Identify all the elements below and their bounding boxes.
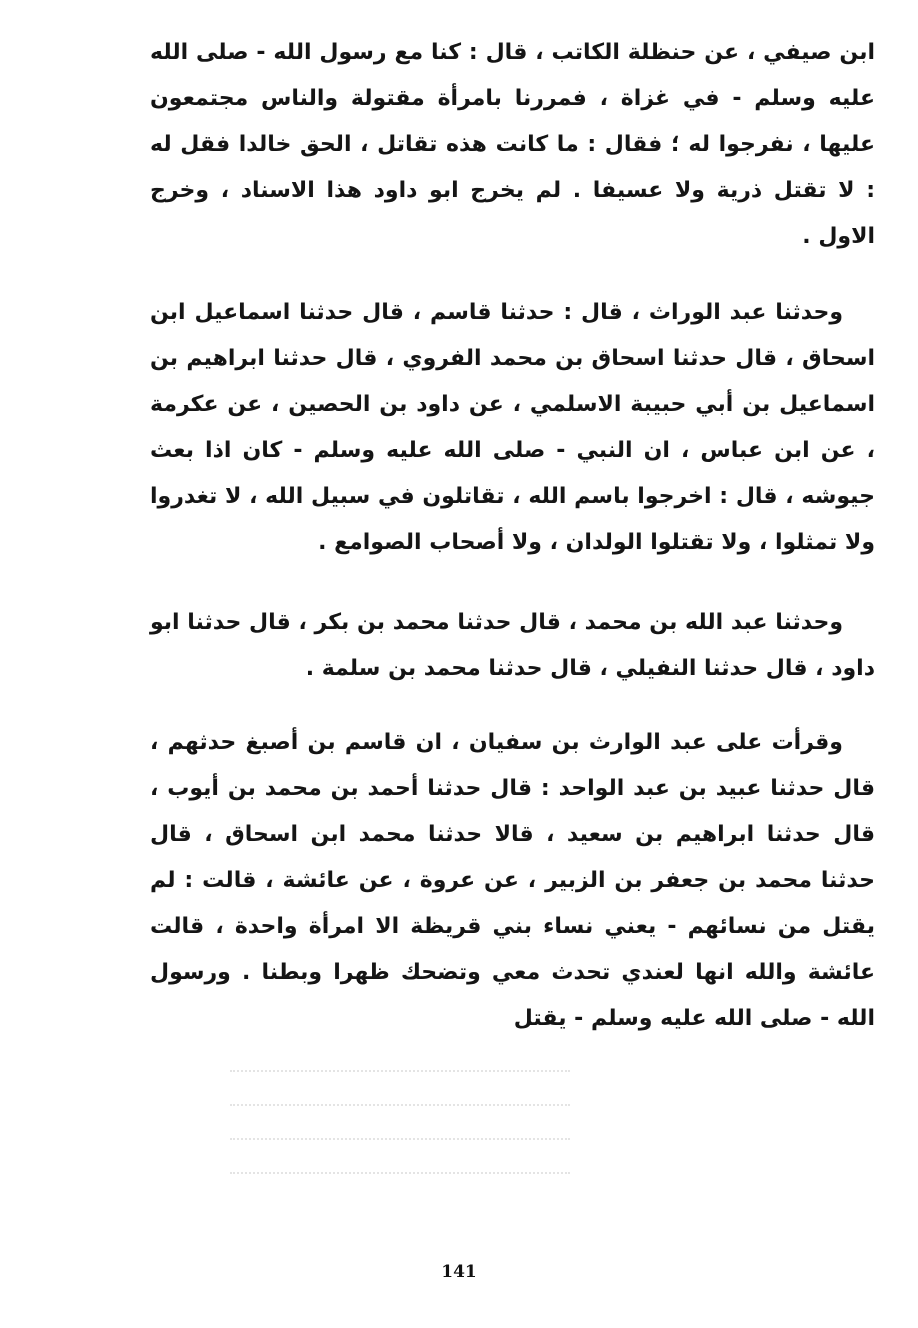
bleed-through-texture [230,1050,570,1210]
paragraph-text: وحدثنا عبد الله بن محمد ، قال حدثنا محمد بن بكر ، قال حدثنا ابو داود ، قال حدثنا النفيلي ، قال حدثنا محمد بن سلمة . [150,610,875,681]
paragraph-3 [150,600,875,692]
paragraph-text: ابن صيفي ، عن حنظلة الكاتب ، قال : كنا مع رسول الله - صلى الله عليه وسلم - في غزاة ، فمررنا بامرأة مقتولة والناس مجتمعون عليها ، نفرجوا له ؛ فقال : ما كانت هذه تقاتل ، الحق خالدا فقل له : لا تقتل ذرية ولا عسيفا . لم يخرج ابو داود هذا الاسناد ، وخرج الاول . [150,40,875,249]
paragraph-2 [150,290,875,566]
paragraph-text: وقرأت على عبد الوارث بن سفيان ، ان قاسم بن أصبغ حدثهم ، قال حدثنا عبيد بن عبد الواحد : قال حدثنا أحمد بن محمد بن أيوب ، قال حدثنا ابراهيم بن سعيد ، قالا حدثنا محمد ابن اسحاق ، قال حدثنا محمد بن جعفر بن الزبير ، عن عروة ، عن عائشة ، قالت : لم يقتل من نسائهم - يعني نساء بني قريظة الا امرأة واحدة ، قالت عائشة والله انها لعندي تحدث معي وتضحك ظهرا وبطنا . ورسول الله - صلى الله عليه وسلم - يقتل [150,730,875,1031]
page-number: 141 [441,1262,477,1282]
paragraph-1 [150,30,875,260]
paragraph-4 [150,720,875,1042]
paragraph-text: وحدثنا عبد الوراث ، قال : حدثنا قاسم ، قال حدثنا اسماعيل ابن اسحاق ، قال حدثنا اسحاق بن محمد الفروي ، قال حدثنا ابراهيم بن اسماعيل بن أبي حبيبة الاسلمي ، عن داود بن الحصين ، عن عكرمة ، عن ابن عباس ، ان النبي - صلى الله عليه وسلم - كان اذا بعث جيوشه ، قال : اخرجوا باسم الله ، تقاتلون في سبيل الله ، لا تغدروا ولا تمثلوا ، ولا تقتلوا الولدان ، ولا أصحاب الصوامع . [150,300,875,555]
